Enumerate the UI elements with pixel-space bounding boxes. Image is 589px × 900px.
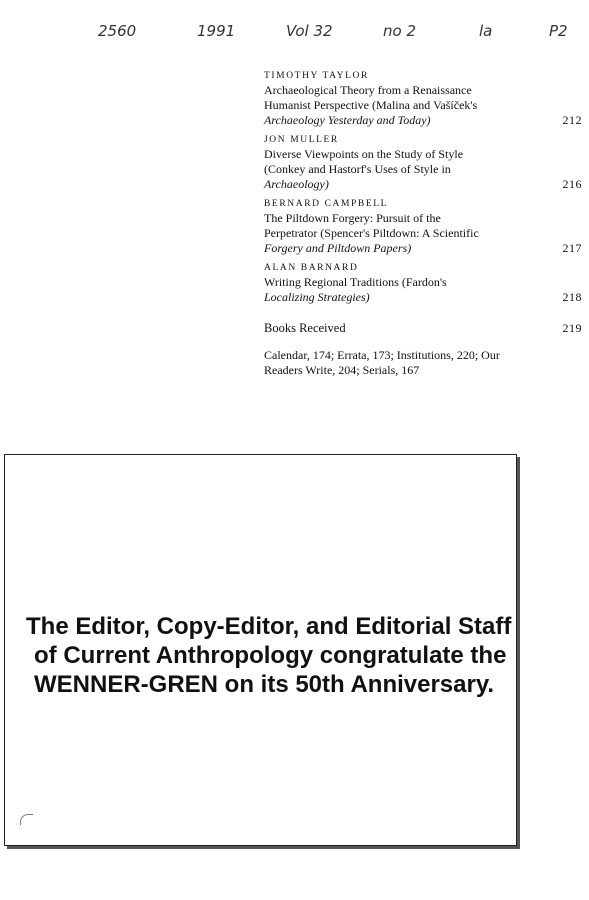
section-index-line: Readers Write, 204; Serials, 167 — [264, 363, 420, 377]
message-line: WENNER-GREN on its 50th Anniversary. — [34, 671, 495, 698]
handwritten-note: P2 — [549, 22, 568, 40]
entry-page-number: 216 — [562, 177, 582, 191]
entry-author: TIMOTHY TAYLOR — [264, 71, 369, 81]
entry-title-line: Forgery and Piltdown Papers) — [264, 241, 412, 255]
entry-title-line: Archaeology) — [264, 177, 329, 191]
entry-author: JON MULLER — [264, 135, 339, 145]
table-of-contents — [264, 70, 582, 378]
section-index-line: Calendar, 174; Errata, 173; Institutions, 220; Our — [264, 348, 500, 362]
scan-mark — [20, 814, 33, 825]
entry-page-number: 217 — [562, 241, 582, 255]
entry-title-line: (Conkey and Hastorf's Uses of Style in — [264, 162, 451, 176]
handwritten-note: Vol 32 — [286, 22, 333, 40]
toc-entry — [264, 198, 582, 256]
entry-title-line: Humanist Perspective (Malina and Vašíček's — [264, 98, 478, 112]
entry-title-line: Diverse Viewpoints on the Study of Style — [264, 147, 464, 161]
entry-title-line: Archaeology Yesterday and Today) — [264, 113, 431, 127]
handwritten-note: no 2 — [383, 22, 416, 40]
message-line: The Editor, Copy-Editor, and Editorial Staff — [26, 613, 512, 640]
anniversary-message — [26, 612, 512, 699]
books-received — [264, 321, 582, 336]
entry-title-line: Perpetrator (Spencer's Piltdown: A Scientific — [264, 226, 479, 240]
entry-title-line: Writing Regional Traditions (Fardon's — [264, 275, 447, 289]
handwritten-note: la — [479, 22, 493, 40]
handwritten-note: 2560 — [98, 22, 137, 40]
books-received-label: Books Received — [264, 321, 346, 335]
entry-title-line: Archaeological Theory from a Renaissance — [264, 83, 472, 97]
toc-entry — [264, 134, 582, 192]
entry-page-number: 212 — [562, 113, 582, 127]
toc-entry — [264, 262, 582, 305]
entry-title-line: Localizing Strategies) — [264, 290, 370, 304]
message-line: of Current Anthropology congratulate the — [34, 642, 507, 669]
toc-entry — [264, 70, 582, 128]
entry-title-line: The Piltdown Forgery: Pursuit of the — [264, 211, 441, 225]
entry-author: ALAN BARNARD — [264, 263, 359, 273]
handwritten-note: 1991 — [197, 22, 236, 40]
entry-page-number: 218 — [562, 290, 582, 304]
books-received-page: 219 — [562, 321, 582, 335]
entry-author: BERNARD CAMPBELL — [264, 199, 389, 209]
section-index — [264, 348, 582, 378]
